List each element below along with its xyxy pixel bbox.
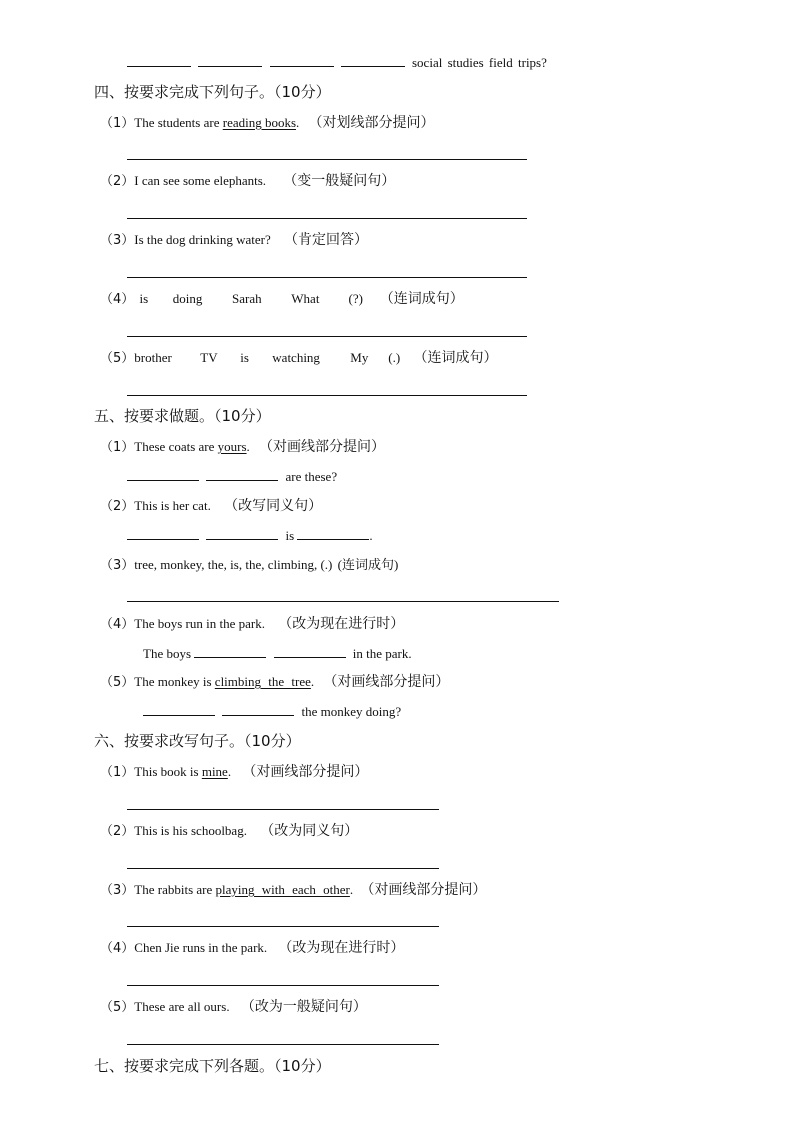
word-card: is <box>139 291 149 306</box>
answer-blank[interactable] <box>127 527 199 540</box>
s5-question-3: （3）tree, monkey, the, is, the, climbing, (.) (连词成句) <box>100 557 399 573</box>
s4-question-3: （3）Is the dog drinking water? （肯定回答） <box>100 232 368 248</box>
section-4-heading: 四、按要求完成下列句子。（10分） <box>94 83 331 101</box>
answer-blank[interactable] <box>341 54 405 67</box>
s5-answer-1: are these? <box>127 468 337 486</box>
s6-question-2: （2）This is his schoolbag. （改为同义句） <box>100 823 359 839</box>
answer-blank[interactable] <box>127 468 199 481</box>
answer-blank[interactable] <box>206 527 278 540</box>
answer-blank[interactable] <box>297 527 369 540</box>
answer-line[interactable] <box>127 601 559 602</box>
word-card: TV <box>200 350 218 365</box>
answer-line[interactable] <box>127 395 527 396</box>
s5-answer-2: is . <box>127 527 373 545</box>
s6-question-5: （5）These are all ours. （改为一般疑问句） <box>100 999 367 1015</box>
s6-question-1: （1）This book is mine. （对画线部分提问） <box>100 764 369 780</box>
s5-question-2: （2）This is her cat. （改写同义句） <box>100 498 323 514</box>
instruction: （改为同义句） <box>260 823 359 839</box>
s5-question-5: （5）The monkey is climbing the tree. （对画线部分提问） <box>100 674 450 690</box>
answer-line[interactable] <box>127 336 527 337</box>
prev-answer-line <box>127 54 547 72</box>
question-tail: social studies field trips? <box>412 55 547 70</box>
instruction: （连词成句） <box>413 350 498 366</box>
underlined-phrase: climbing the tree <box>214 674 311 689</box>
s4-question-5: （5）brother TV is watching My (.) （连词成句） <box>100 350 498 366</box>
answer-blank[interactable] <box>143 703 215 716</box>
answer-blank[interactable] <box>222 703 294 716</box>
word-card: watching <box>272 350 320 365</box>
instruction: （改为一般疑问句） <box>240 999 367 1015</box>
s6-question-3: （3）The rabbits are playing with each other. （对画线部分提问） <box>100 882 487 898</box>
instruction: （对画线部分提问） <box>323 674 450 690</box>
s4-question-2: （2）I can see some elephants. （变一般疑问句） <box>100 173 396 189</box>
answer-blank[interactable] <box>206 468 278 481</box>
s5-answer-4: The boys in the park. <box>143 646 412 661</box>
section-7-heading: 七、按要求完成下列各题。（10分） <box>94 1057 331 1075</box>
section-6-heading: 六、按要求改写句子。（10分） <box>94 732 301 750</box>
answer-line[interactable] <box>127 159 527 160</box>
instruction: （对画线部分提问） <box>242 764 369 780</box>
section-5-heading: 五、按要求做题。（10分） <box>94 407 271 425</box>
answer-line[interactable] <box>127 1044 439 1045</box>
instruction: （对画线部分提问） <box>259 439 386 455</box>
word-card: is <box>240 350 249 365</box>
instruction: （改写同义句） <box>224 498 323 514</box>
word-card: brother <box>134 350 172 365</box>
answer-line[interactable] <box>127 868 439 869</box>
s5-answer-5: the monkey doing? <box>143 703 401 721</box>
s4-question-1: （1）The students are reading books. （对划线部分提问） <box>100 115 435 131</box>
instruction: （对画线部分提问） <box>360 882 487 898</box>
answer-blank[interactable] <box>194 645 266 658</box>
answer-blank[interactable] <box>270 54 334 67</box>
underlined-phrase: reading books <box>222 115 297 130</box>
underlined-phrase: yours <box>217 439 247 454</box>
s6-question-4: （4）Chen Jie runs in the park. （改为现在进行时） <box>100 940 405 956</box>
answer-line[interactable] <box>127 809 439 810</box>
answer-line[interactable] <box>127 218 527 219</box>
answer-blank[interactable] <box>274 645 346 658</box>
s5-question-1: （1）These coats are yours. （对画线部分提问） <box>100 439 386 455</box>
s5-question-4: （4）The boys run in the park. （改为现在进行时） <box>100 616 405 632</box>
word-card: What <box>291 291 320 306</box>
underlined-phrase: mine <box>201 764 228 779</box>
instruction: （连词成句） <box>379 291 464 307</box>
answer-line[interactable] <box>127 926 439 927</box>
answer-blank[interactable] <box>198 54 262 67</box>
word-card: Sarah <box>232 291 262 306</box>
word-card: doing <box>172 291 203 306</box>
instruction: (连词成句) <box>337 557 399 572</box>
instruction: （改为现在进行时） <box>278 940 405 956</box>
answer-blank[interactable] <box>127 54 191 67</box>
instruction: （变一般疑问句） <box>283 173 396 189</box>
word-card: (?) <box>348 291 363 306</box>
instruction: （改为现在进行时） <box>278 616 405 632</box>
answer-line[interactable] <box>127 985 439 986</box>
answer-line[interactable] <box>127 277 527 278</box>
instruction: （对划线部分提问） <box>308 115 435 131</box>
underlined-phrase: playing with each other <box>215 882 350 897</box>
word-card: My <box>350 350 369 365</box>
instruction: （肯定回答） <box>284 232 368 248</box>
word-card: (.) <box>388 350 401 365</box>
s4-question-4: （4） is doing Sarah What (?) （连词成句） <box>100 291 464 307</box>
